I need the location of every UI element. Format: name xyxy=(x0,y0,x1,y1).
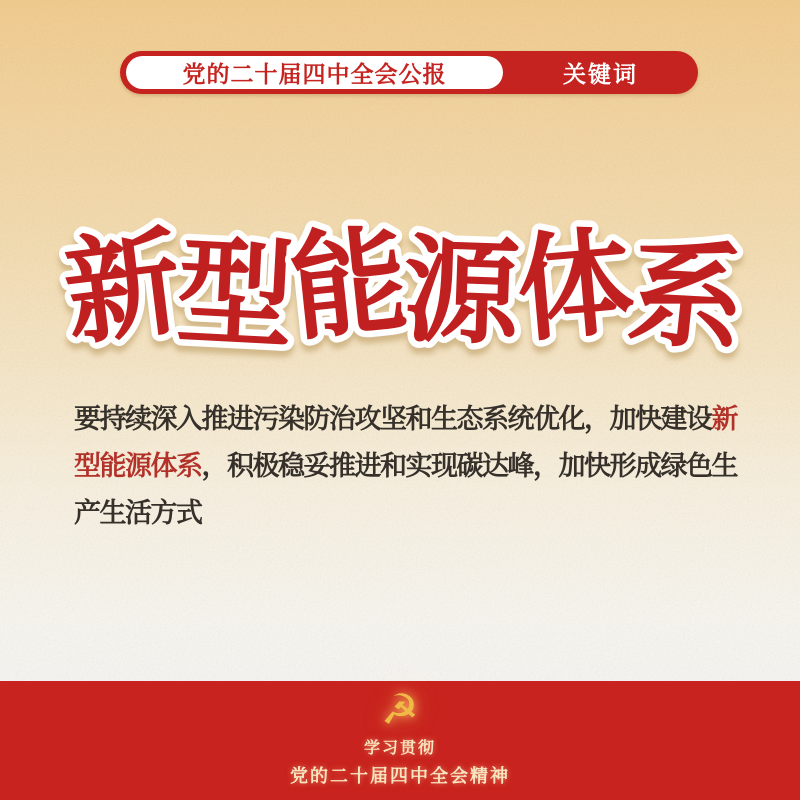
headline-char: 能 xyxy=(284,211,414,358)
headline-char: 体 xyxy=(511,214,639,359)
text-segment: ，积极稳妥推进和实现碳达峰，加快形成绿色生 xyxy=(201,451,737,481)
text-segment: 新 xyxy=(711,404,737,434)
headline xyxy=(0,192,800,372)
footer-band xyxy=(0,681,800,800)
banner-title: 党的二十届四中全会公报 xyxy=(126,56,503,89)
headline-char: 源 xyxy=(400,223,522,362)
text-segment: 型能源体系 xyxy=(74,451,202,481)
paragraph-line xyxy=(74,396,754,443)
paragraph-line xyxy=(74,490,754,537)
top-banner xyxy=(120,51,698,94)
body-paragraph xyxy=(74,396,754,537)
footer-slogan-line2: 党的二十届四中全会精神 xyxy=(290,766,510,786)
headline-chars xyxy=(57,211,751,369)
paragraph-line xyxy=(74,443,754,490)
text-segment: 产生活方式 xyxy=(74,498,202,528)
headline-char: 新 xyxy=(57,214,189,363)
party-emblem-icon: ☭ xyxy=(381,685,419,734)
headline-char: 型 xyxy=(173,224,297,365)
footer-slogan-line1: 学习贯彻 xyxy=(363,740,436,757)
headline-char: 系 xyxy=(622,223,752,370)
text-segment: 要持续深入推进污染防治攻坚和生态系统优化，加快建设 xyxy=(74,404,712,434)
banner-keyword-tag: 关键词 xyxy=(563,61,638,87)
